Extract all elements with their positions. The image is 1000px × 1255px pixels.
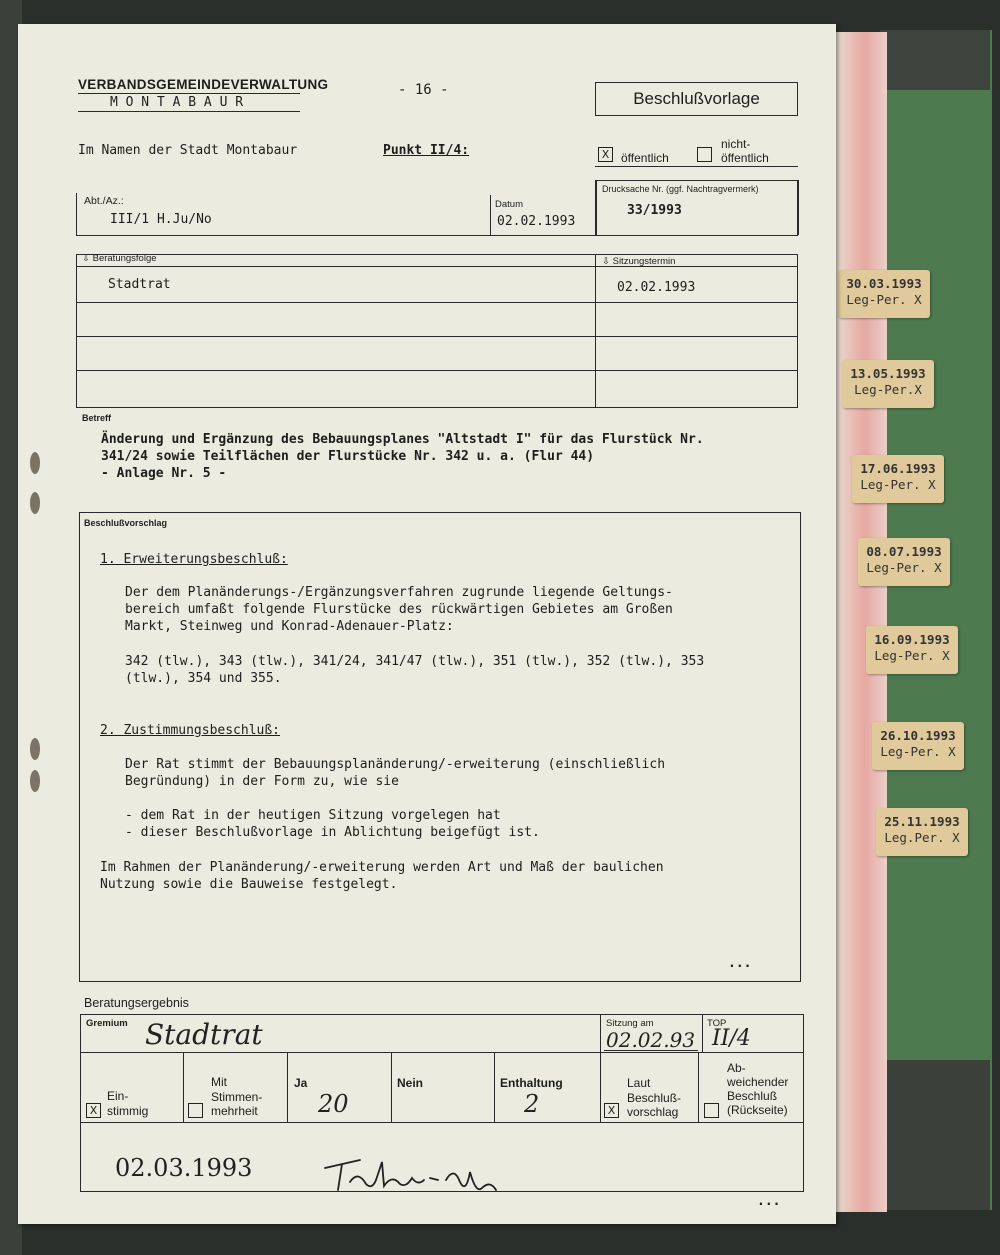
laut-label-1: Laut — [627, 1076, 651, 1090]
nonpublic-checkbox[interactable] — [697, 147, 712, 162]
punch-hole — [30, 452, 40, 474]
closing-text: Im Rahmen der Planänderung/-erweiterung werden Art und Maß der baulichen — [100, 860, 664, 875]
parcel-list: (tlw.), 354 und 355. — [125, 671, 282, 686]
section-1-text: bereich umfaßt folgende Flurstücke des rückwärtigen Gebietes am Großen — [125, 602, 673, 617]
parcel-list: 342 (tlw.), 343 (tlw.), 341/24, 341/47 (tlw.), 351 (tlw.), 352 (tlw.), 353 — [125, 654, 705, 669]
gremium-value: Stadtrat — [145, 1018, 263, 1051]
nonpublic-label-1: nicht- — [721, 137, 751, 151]
mehrheit-label-2: Stimmen- — [211, 1090, 263, 1104]
abt-value: III/1 H.Ju/No — [110, 212, 212, 227]
einstimmig-label-1: Ein- — [107, 1089, 129, 1103]
drucksache-value: 33/1993 — [627, 203, 682, 218]
doc-type: Beschlußvorlage — [633, 89, 760, 108]
section-2-bullet: - dieser Beschlußvorlage in Ablichtung beigefügt ist. — [125, 825, 540, 840]
tab-date: 30.03.1993 — [846, 276, 922, 291]
beratungsfolge-label: ⇩ Beratungsfolge — [82, 253, 157, 264]
arrow-down-icon: ⇩ — [82, 253, 90, 264]
public-label: öffentlich — [621, 151, 669, 165]
tab-date: 08.07.1993 — [866, 544, 942, 559]
betreff-line-2: 341/24 sowie Teilflächen der Flurstücke Nr. 342 u. a. (Flur 44) — [101, 449, 595, 464]
tab-text: Leg-Per. X — [874, 648, 950, 663]
tab-date: 16.09.1993 — [874, 632, 950, 647]
mehrheit-label-3: mehrheit — [211, 1104, 258, 1118]
punch-hole — [30, 492, 40, 514]
betreff-line-3: - Anlage Nr. 5 - — [101, 466, 227, 481]
doc-type-box — [595, 82, 798, 116]
nein-label: Nein — [397, 1076, 424, 1090]
abt-label: Abt./Az.: — [84, 195, 124, 207]
gremium-label: Gremium — [86, 1018, 128, 1029]
divider-tab[interactable] — [876, 808, 968, 856]
footer-continuation: ... — [757, 1194, 781, 1209]
signature — [320, 1150, 520, 1200]
divider-tab[interactable] — [842, 360, 934, 408]
divider-tab[interactable] — [838, 270, 930, 318]
binder-spine-bottom — [880, 1060, 990, 1210]
nonpublic-label-2: öffentlich — [721, 151, 769, 165]
table-row-date: 02.02.1993 — [617, 280, 696, 295]
page-stack-edges — [832, 32, 887, 1212]
tab-date: 26.10.1993 — [880, 728, 956, 743]
subtitle: Im Namen der Stadt Montabaur — [78, 143, 298, 158]
divider-tab[interactable] — [858, 538, 950, 586]
abweichend-label-2: weichender — [727, 1075, 789, 1089]
section-2-bullet: - dem Rat in der heutigen Sitzung vorgelegen hat — [125, 808, 501, 823]
continuation-mark: ... — [728, 956, 752, 971]
abweichend-label-3: Beschluß — [727, 1089, 778, 1103]
footer-date: 02.03.1993 — [115, 1154, 253, 1182]
top-value: II/4 — [712, 1026, 751, 1051]
sitzung-value: 02.02.93 — [606, 1028, 696, 1052]
mehrheit-label-1: Mit — [211, 1075, 227, 1089]
section-2-title: 2. Zustimmungsbeschluß: — [100, 723, 281, 738]
section-1-text: Markt, Steinweg und Konrad-Adenauer-Platz: — [125, 619, 454, 634]
tab-text: Leg-Per. X — [860, 477, 936, 492]
einstimmig-label-2: stimmig — [107, 1104, 149, 1118]
top-label: TOP — [707, 1018, 727, 1029]
laut-label-3: vorschlag — [627, 1105, 679, 1119]
datum-value: 02.02.1993 — [497, 214, 576, 229]
public-checkbox[interactable]: X — [598, 147, 613, 162]
divider-tab[interactable] — [872, 722, 964, 770]
divider-tab[interactable] — [852, 455, 944, 503]
section-1-title: 1. Erweiterungsbeschluß: — [100, 552, 288, 567]
tab-text: Leg-Per.X — [854, 382, 922, 397]
binder-spine-top — [880, 30, 990, 90]
result-label: Beratungsergebnis — [84, 996, 189, 1010]
punch-hole — [30, 770, 40, 792]
tab-text: Leg-Per. X — [846, 292, 922, 307]
mehrheit-checkbox[interactable] — [188, 1103, 203, 1118]
enthaltung-label: Enthaltung — [500, 1076, 563, 1090]
betreff-line-1: Änderung und Ergänzung des Bebauungsplanes "Altstadt I" für das Flurstück Nr. — [101, 432, 704, 447]
tab-date: 25.11.1993 — [884, 814, 960, 829]
einstimmig-checkbox[interactable]: X — [86, 1103, 101, 1118]
binder-spine — [880, 30, 992, 1210]
section-2-text: Begründung) in der Form zu, wie sie — [125, 774, 399, 789]
punch-hole — [30, 738, 40, 760]
tab-text: Leg-Per. X — [866, 560, 942, 575]
enthaltung-value: 2 — [524, 1090, 540, 1118]
laut-beschluss-checkbox[interactable]: X — [604, 1103, 619, 1118]
datum-label: Datum — [495, 199, 523, 210]
divider-tab[interactable] — [866, 626, 958, 674]
tab-text: Leg.Per. X — [884, 830, 960, 845]
abweichend-checkbox[interactable] — [704, 1103, 719, 1118]
ja-label: Ja — [294, 1076, 308, 1090]
sitzung-label: Sitzung am — [606, 1018, 654, 1029]
punkt-label: Punkt II/4: — [383, 143, 470, 158]
proposal-box — [79, 512, 801, 982]
table-row: Stadtrat — [108, 277, 171, 292]
laut-label-2: Beschluß- — [627, 1091, 682, 1105]
tab-date: 17.06.1993 — [860, 461, 936, 476]
proposal-label: Beschlußvorschlag — [84, 518, 168, 528]
drucksache-label: Drucksache Nr. (ggf. Nachtragvermerk) — [602, 184, 759, 194]
sitzungstermin-label: ⇩ Sitzungstermin — [602, 256, 676, 267]
section-2-text: Der Rat stimmt der Bebauungsplanänderung/-erweiterung (einschließlich — [125, 757, 666, 772]
arrow-down-icon: ⇩ — [602, 256, 610, 267]
org-name: VERBANDSGEMEINDEVERWALTUNG — [78, 77, 329, 92]
abweichend-label-4: (Rückseite) — [727, 1103, 788, 1117]
abweichend-label-1: Ab- — [727, 1061, 746, 1075]
section-1-text: Der dem Planänderungs-/Ergänzungsverfahren zugrunde liegende Geltungs- — [125, 585, 673, 600]
org-city: M O N T A B A U R — [110, 95, 244, 110]
tab-date: 13.05.1993 — [850, 366, 926, 381]
betreff-label: Betreff — [82, 413, 112, 423]
ja-value: 20 — [318, 1090, 349, 1118]
closing-text: Nutzung sowie die Bauweise festgelegt. — [100, 877, 398, 892]
tab-text: Leg-Per. X — [880, 744, 956, 759]
page-number: - 16 - — [398, 82, 449, 98]
